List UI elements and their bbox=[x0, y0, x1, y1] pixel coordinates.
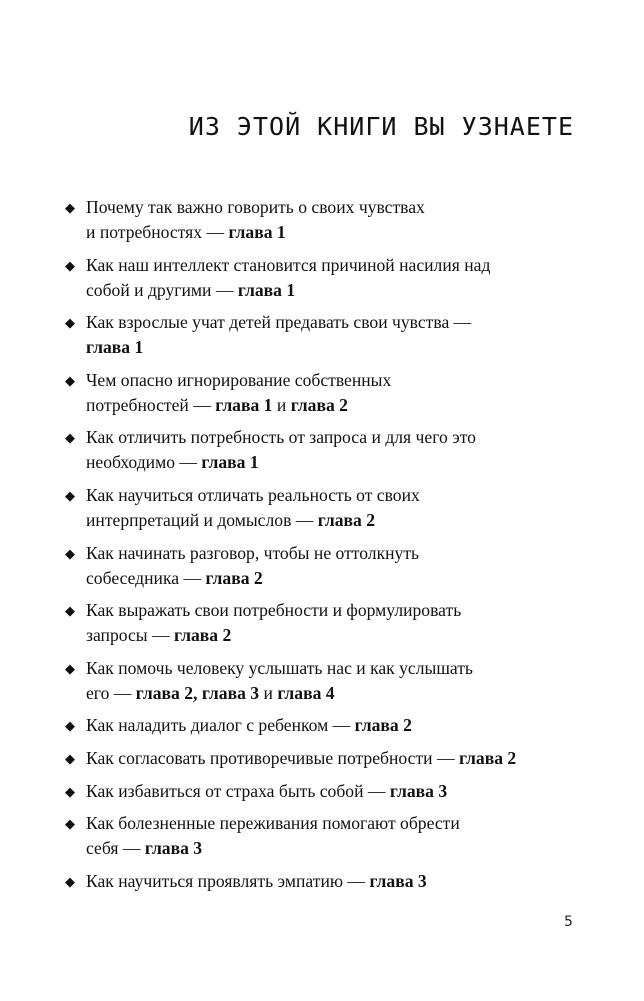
topic-text: потребностей — bbox=[86, 394, 216, 415]
list-item bbox=[62, 195, 562, 245]
topic-text: Как начинать разговор, чтобы не оттолкнуть bbox=[86, 542, 420, 563]
diamond-bullet-icon: ◆ bbox=[65, 315, 75, 331]
list-item bbox=[62, 598, 562, 648]
topic-text: Как избавиться от страха быть собой — bbox=[86, 780, 390, 801]
topic-text: и потребностях — bbox=[86, 222, 229, 242]
topic-text: Почему так важно говорить о своих чувствах bbox=[86, 197, 425, 217]
chapter-reference: глава 4 bbox=[277, 682, 335, 703]
topic-text: себя — bbox=[86, 838, 145, 859]
chapter-reference: глава 3 bbox=[144, 838, 203, 859]
topic-text: Как научиться отличать реальность от своих bbox=[86, 484, 420, 505]
page-title: ИЗ ЭТОЙ КНИГИ ВЫ УЗНАЕТЕ bbox=[188, 112, 574, 141]
list-item bbox=[62, 310, 562, 360]
diamond-bullet-icon: ◆ bbox=[65, 200, 75, 215]
chapter-reference: глава 1 bbox=[86, 337, 144, 358]
topic-text: Как наш интеллект становится причиной насилия над bbox=[86, 254, 491, 275]
chapter-reference: глава 3 bbox=[369, 870, 427, 891]
diamond-bullet-icon: ◆ bbox=[65, 783, 75, 799]
diamond-bullet-icon: ◆ bbox=[65, 718, 75, 734]
list-item bbox=[62, 656, 562, 706]
chapter-reference: глава 2, глава 3 bbox=[135, 682, 260, 703]
topic-text: Как научиться проявлять эмпатию — bbox=[86, 870, 370, 891]
diamond-bullet-icon: ◆ bbox=[65, 750, 75, 766]
topic-text: интерпретаций и домыслов — bbox=[86, 509, 318, 530]
list-item bbox=[62, 779, 562, 804]
topics-list bbox=[62, 195, 562, 901]
topic-text: необходимо — bbox=[86, 452, 202, 473]
topic-text: и bbox=[272, 394, 291, 415]
topic-text: его — bbox=[86, 682, 136, 703]
diamond-bullet-icon: ◆ bbox=[65, 873, 75, 889]
chapter-reference: глава 2 bbox=[290, 394, 348, 415]
list-item bbox=[62, 425, 562, 475]
diamond-bullet-icon: ◆ bbox=[65, 545, 75, 561]
list-item bbox=[62, 869, 562, 894]
list-item bbox=[62, 811, 562, 861]
topic-text: собой и другими — bbox=[86, 279, 238, 300]
topic-text: запросы — bbox=[86, 625, 174, 646]
diamond-bullet-icon: ◆ bbox=[65, 487, 75, 503]
chapter-reference: глава 2 bbox=[174, 625, 232, 646]
diamond-bullet-icon: ◆ bbox=[65, 660, 75, 676]
diamond-bullet-icon: ◆ bbox=[65, 816, 75, 832]
chapter-reference: глава 1 bbox=[215, 394, 273, 415]
topic-text: Как отличить потребность от запроса и для чего это bbox=[86, 427, 476, 448]
topic-text: собеседника — bbox=[86, 567, 206, 588]
list-item bbox=[62, 713, 562, 738]
page-number: 5 bbox=[564, 914, 573, 930]
list-item bbox=[62, 541, 562, 591]
topic-text: Как помочь человеку услышать нас и как услышать bbox=[86, 657, 473, 678]
topic-text: Как согласовать противоречивые потребности — bbox=[86, 747, 459, 768]
list-item bbox=[62, 746, 562, 771]
chapter-reference: глава 3 bbox=[389, 780, 448, 801]
diamond-bullet-icon: ◆ bbox=[65, 372, 75, 388]
topic-text: Как болезненные переживания помогают обрести bbox=[86, 813, 460, 834]
chapter-reference: глава 1 bbox=[228, 222, 286, 242]
chapter-reference: глава 2 bbox=[354, 715, 412, 736]
chapter-reference: глава 2 bbox=[458, 747, 517, 768]
diamond-bullet-icon: ◆ bbox=[65, 430, 75, 446]
diamond-bullet-icon: ◆ bbox=[65, 603, 75, 619]
topic-text: Как взрослые учат детей предавать свои чувства — bbox=[86, 312, 472, 333]
chapter-reference: глава 2 bbox=[317, 509, 376, 530]
topic-text: и bbox=[259, 682, 278, 703]
chapter-reference: глава 1 bbox=[201, 452, 259, 473]
list-item bbox=[62, 253, 562, 303]
list-item bbox=[62, 368, 562, 418]
topic-text: Как выражать свои потребности и формулировать bbox=[86, 600, 462, 621]
chapter-reference: глава 1 bbox=[237, 279, 296, 300]
topic-text: Как наладить диалог с ребенком — bbox=[86, 715, 355, 736]
chapter-reference: глава 2 bbox=[205, 567, 263, 588]
list-item bbox=[62, 483, 562, 533]
diamond-bullet-icon: ◆ bbox=[65, 257, 75, 273]
topic-text: Чем опасно игнорирование собственных bbox=[86, 369, 392, 390]
